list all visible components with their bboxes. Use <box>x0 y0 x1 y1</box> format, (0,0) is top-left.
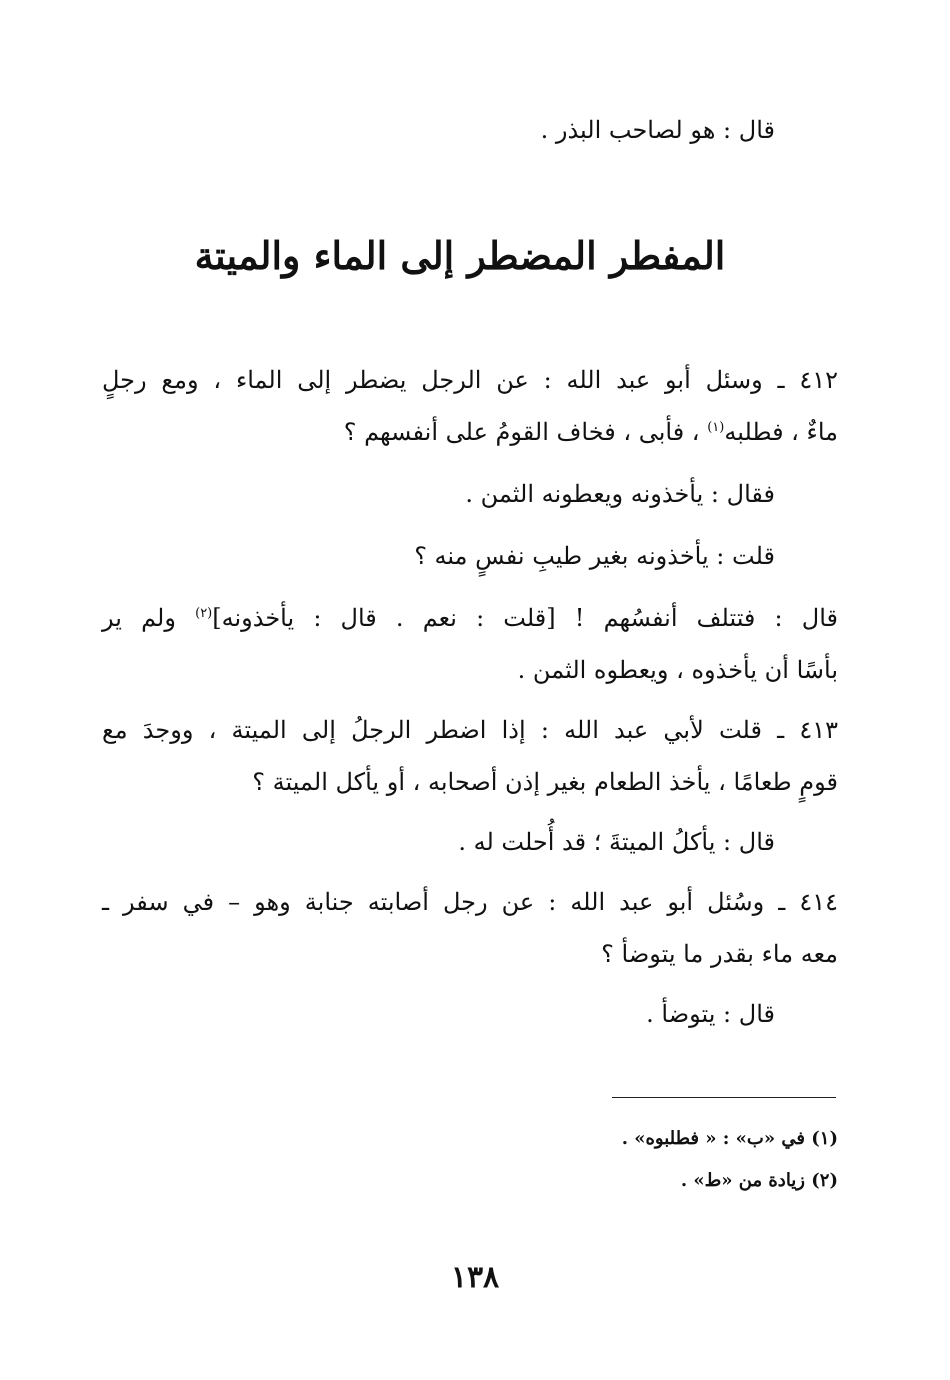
entry-412-line-2 <box>344 414 838 450</box>
entry-412-answer-2 <box>102 600 838 636</box>
section-heading: المفطر المضطر إلى الماء والميتة <box>194 233 726 278</box>
entry-412-line-2-start: ماءٌ ، فطلبه <box>724 418 838 446</box>
entry-412-answer-2-line-2: بأسًا أن يأخذوه ، ويعطوه الثمن . <box>517 656 838 684</box>
entry-413-line-2: قومٍ طعامًا ، يأخذ الطعام بغير إذن أصحابه ، أو يأكل الميتة ؟ <box>252 768 838 796</box>
footnote-1: (١) في «ب» : « فطلبوه» . <box>621 1128 838 1149</box>
footnote-2: (٢) زيادة من «ط» . <box>680 1170 838 1191</box>
footnote-ref-1: (١) <box>707 420 725 435</box>
entry-413-answer: قال : يأكلُ الميتةَ ؛ قد أُحلت له . <box>458 828 775 856</box>
top-line: قال : هو لصاحب البذر . <box>540 116 775 144</box>
entry-412-answer-2-start: قال : فتتلف أنفسُهم ! [قلت : نعم . قال : يأخذونه] <box>212 604 838 632</box>
entry-412-answer-1: فقال : يأخذونه ويعطونه الثمن . <box>465 480 775 508</box>
footnote-ref-2: (٢) <box>195 606 213 621</box>
page-number: ١٣٨ <box>450 1260 500 1295</box>
entry-412-line-2-end: ، فأبى ، فخاف القومُ على أنفسهم ؟ <box>343 418 700 446</box>
footnote-divider <box>612 1097 836 1098</box>
entry-412-answer-2-end: ولم ير <box>102 604 176 632</box>
entry-414-answer: قال : يتوضأ . <box>646 1000 775 1028</box>
entry-412-line-1: ٤١٢ ـ وسئل أبو عبد الله : عن الرجل يضطر إلى الماء ، ومع رجلٍ <box>102 366 838 394</box>
entry-412-question-2: قلت : يأخذونه بغير طيبِ نفسٍ منه ؟ <box>414 542 775 570</box>
entry-413-line-1: ٤١٣ ـ قلت لأبي عبد الله : إذا اضطر الرجلُ إلى الميتة ، ووجدَ مع <box>102 716 838 744</box>
entry-414-line-1: ٤١٤ ـ وسُئل أبو عبد الله : عن رجل أصابته جنابة وهو – في سفر ـ <box>102 888 838 916</box>
entry-414-line-2: معه ماء بقدر ما يتوضأ ؟ <box>601 940 838 968</box>
